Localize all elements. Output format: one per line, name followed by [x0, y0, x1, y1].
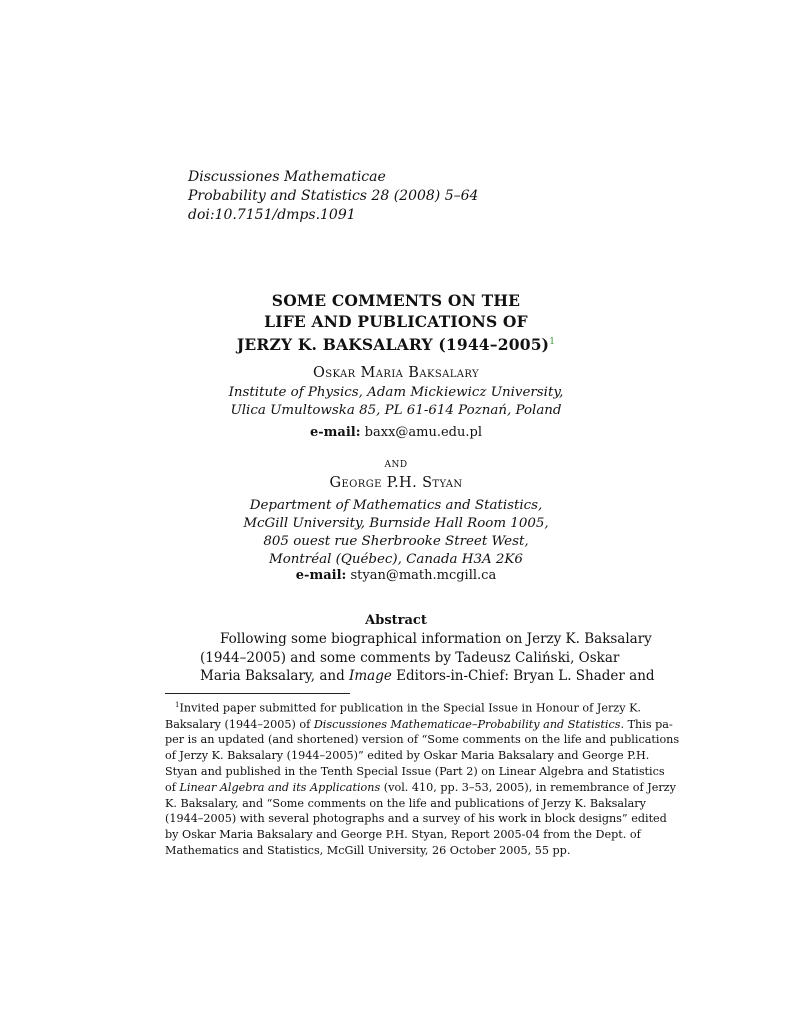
footnote-line: Mathematics and Statistics, McGill University, 26 October 2005, 55 pp. [165, 843, 571, 857]
footnote-journal-title: Linear Algebra and its Applications [179, 780, 381, 794]
abstract-line: Following some biographical information on Jerzy K. Baksalary [220, 631, 652, 647]
and-separator: and [384, 455, 408, 470]
author-1-affiliation [188, 384, 604, 420]
journal-name: Discussiones Mathematicae [188, 169, 386, 185]
footnote-line: (1944–2005) with several photographs and a survey of his work in block designs” edited [165, 812, 667, 826]
footnote-mark: 1 [175, 701, 180, 709]
footnote [165, 698, 680, 859]
author-1-email[interactable]: baxx@amu.edu.pl [364, 425, 482, 440]
author-2-email[interactable]: styan@math.mcgill.ca [350, 568, 497, 583]
paper-title [200, 290, 592, 355]
author-2-email-row [188, 568, 604, 583]
title-line-2: LIFE AND PUBLICATIONS OF [264, 312, 528, 331]
affiliation-line: Department of Mathematics and Statistics, [249, 498, 543, 513]
footnote-text: Baksalary (1944–2005) of [165, 717, 314, 731]
footnote-line [165, 717, 673, 733]
journal-image-name: Image [349, 668, 392, 684]
author-1-email-row [188, 425, 604, 440]
footnote-line: Styan and published in the Tenth Special Issue (Part 2) on Linear Algebra and Statistics [165, 764, 665, 778]
footnote-line: K. Baksalary, and “Some comments on the life and publications of Jerzy K. Baksalary [165, 796, 646, 810]
email-label: e-mail: [295, 568, 347, 583]
email-label: e-mail: [310, 425, 361, 440]
footnote-line [165, 780, 676, 796]
affiliation-line: Ulica Umultowska 85, PL 61-614 Poznań, Poland [230, 403, 562, 418]
abstract-text: Editors-in-Chief: Bryan L. Shader and [391, 668, 655, 684]
abstract-line [200, 667, 655, 686]
author-2-affiliation [188, 497, 604, 569]
title-line-1: SOME COMMENTS ON THE [271, 291, 521, 310]
abstract-text: Maria Baksalary, and [200, 668, 350, 684]
footnote-line: by Oskar Maria Baksalary and George P.H. Styan, Report 2005-04 from the Dept. of [165, 828, 641, 842]
author-2-name: George P.H. Styan [329, 475, 463, 491]
title-line-3-text: JERZY K. BAKSALARY (1944–2005) [236, 335, 550, 355]
journal-series: Probability and Statistics 28 (2008) 5–64 [188, 188, 479, 204]
affiliation-line: Montréal (Québec), Canada H3A 2K6 [269, 552, 523, 567]
footnote-line [165, 698, 641, 717]
footnote-text: of [165, 780, 180, 794]
footnote-text: . This pa- [620, 717, 673, 731]
footnote-journal-title: Discussiones Mathematicae–Probability and Statistics [313, 717, 621, 731]
footnote-line: per is an updated (and shortened) version of “Some comments on the life and publications [165, 733, 680, 747]
abstract-line: (1944–2005) and some comments by Tadeusz Caliński, Oskar [200, 649, 620, 666]
affiliation-line: McGill University, Burnside Hall Room 1005, [243, 516, 549, 531]
author-1-name: Oskar Maria Baksalary [312, 365, 480, 381]
title-line-3 [200, 332, 592, 355]
footnote-text: (vol. 410, pp. 3–53, 2005), in remembrance of Jerzy [380, 780, 676, 794]
abstract-heading: Abstract [365, 613, 427, 628]
footnote-text: Invited paper submitted for publication in the Special Issue in Honour of Jerzy K. [179, 701, 641, 715]
affiliation-line: Institute of Physics, Adam Mickiewicz University, [228, 385, 564, 400]
affiliation-line: 805 ouest rue Sherbrooke Street West, [263, 534, 529, 549]
journal-doi: doi:10.7151/dmps.1091 [188, 207, 356, 223]
footnote-line: of Jerzy K. Baksalary (1944–2005)” edited by Oskar Maria Baksalary and George P.H. [165, 749, 650, 763]
title-footnote-link[interactable]: 1 [549, 337, 556, 347]
journal-header [188, 168, 478, 225]
footnote-rule [165, 693, 350, 694]
abstract-body [200, 630, 655, 686]
